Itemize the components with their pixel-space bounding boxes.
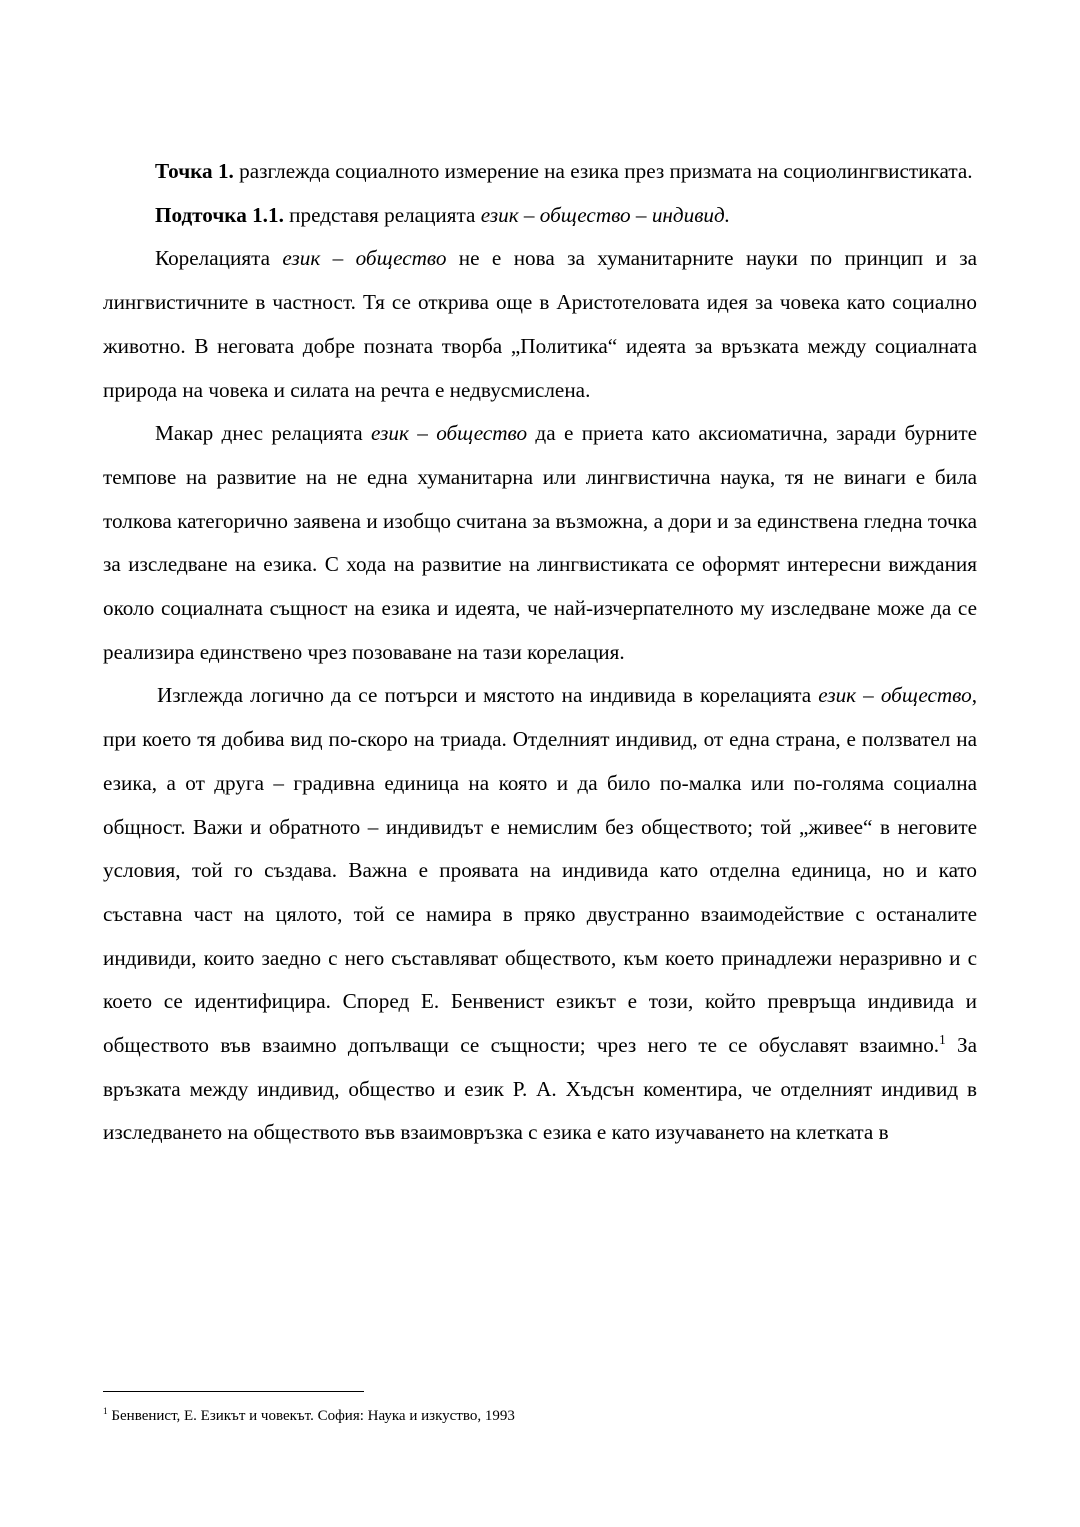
footnote-number: 1 bbox=[103, 1406, 108, 1417]
paragraph-individual bbox=[103, 674, 977, 1155]
paragraph-text: За връзката между индивид, общество и език Р. А. Хъдсън коментира, че отделният индивид в изследването на обществото във взаимовръзка с езика е като изучаването на клетката в bbox=[103, 1033, 977, 1145]
subpoint-1-1-heading: Подточка 1.1. bbox=[155, 202, 284, 227]
paragraph-point-1 bbox=[103, 150, 977, 194]
paragraph-text: не е нова за хуманитарните науки по принцип и за лингвистичните в частност. Тя се открива още в Аристотеловата идея за човека като социално животно. В неговата добре позната творба „Политика“ идеята за връзката между социалната природа на човека и силата на речта е недвусмислена. bbox=[103, 246, 977, 402]
paragraph-correlation bbox=[103, 237, 977, 412]
paragraph-italic: език – общество bbox=[282, 246, 447, 271]
paragraph-text: Корелацията bbox=[155, 246, 283, 271]
point-1-heading: Точка 1. bbox=[155, 159, 234, 183]
paragraph-subpoint-1-1 bbox=[103, 194, 977, 238]
point-1-text: разглежда социалното измерение на езика през призмата на социолингвистиката. bbox=[233, 159, 973, 183]
paragraph-italic: език – общество bbox=[371, 421, 528, 446]
paragraph-text: да е приета като аксиоматична, заради бурните темпове на развитие на не една хуманитарна или лингвистична наука, тя не винаги е била толкова категорично заявена и изобщо считана за възможна, а дори и за единствена гледна точка за изследване на езика. С хода на развитие на лингвистиката се оформят интересни виждания около социалната същност на езика и идеята, че най-изчерпателното му изследване може да се реализира единствено чрез позоваване на тази корелация. bbox=[103, 421, 977, 664]
paragraph-text: Макар днес релацията bbox=[155, 421, 372, 446]
paragraph-text: , при което тя добива вид по-скоро на триада. Отделният индивид, от една страна, е ползвател на езика, а от друга – градивна единица на която и да било по-малка или по-голяма социална общност. Важи и обратното – индивидът е немислим без обществото; той „живее“ в неговите условия, той го създава. Важна е проявата на индивида като отделна единица, но и като съставна част на цялото, той се намира в пряко двустранно взаимодействие с останалите индивиди, които заедно с него съставляват обществото, към което принадлежи неразривно и с което се идентифицира. Според Е. Бенвенист езикът е този, който превръща индивида и обществото във взаимно допълващи се същности; чрез него те се обуславят взаимно. bbox=[103, 683, 977, 1058]
subpoint-1-1-text: представя релацията bbox=[283, 202, 481, 227]
footnote-separator bbox=[103, 1391, 364, 1392]
subpoint-1-1-italic: език – общество – индивид. bbox=[480, 202, 731, 227]
paragraph-text: Изглежда логично да се потърси и мястото на индивида в корелацията bbox=[157, 683, 819, 708]
footnote bbox=[103, 1404, 515, 1428]
paragraph-italic: език – общество bbox=[818, 683, 972, 708]
document-body bbox=[103, 150, 977, 1155]
footnote-text: Бенвенист, Е. Езикът и човекът. София: Наука и изкуство, 1993 bbox=[107, 1408, 515, 1424]
footnote-reference[interactable]: 1 bbox=[939, 1031, 946, 1047]
paragraph-axiomatic bbox=[103, 412, 977, 674]
